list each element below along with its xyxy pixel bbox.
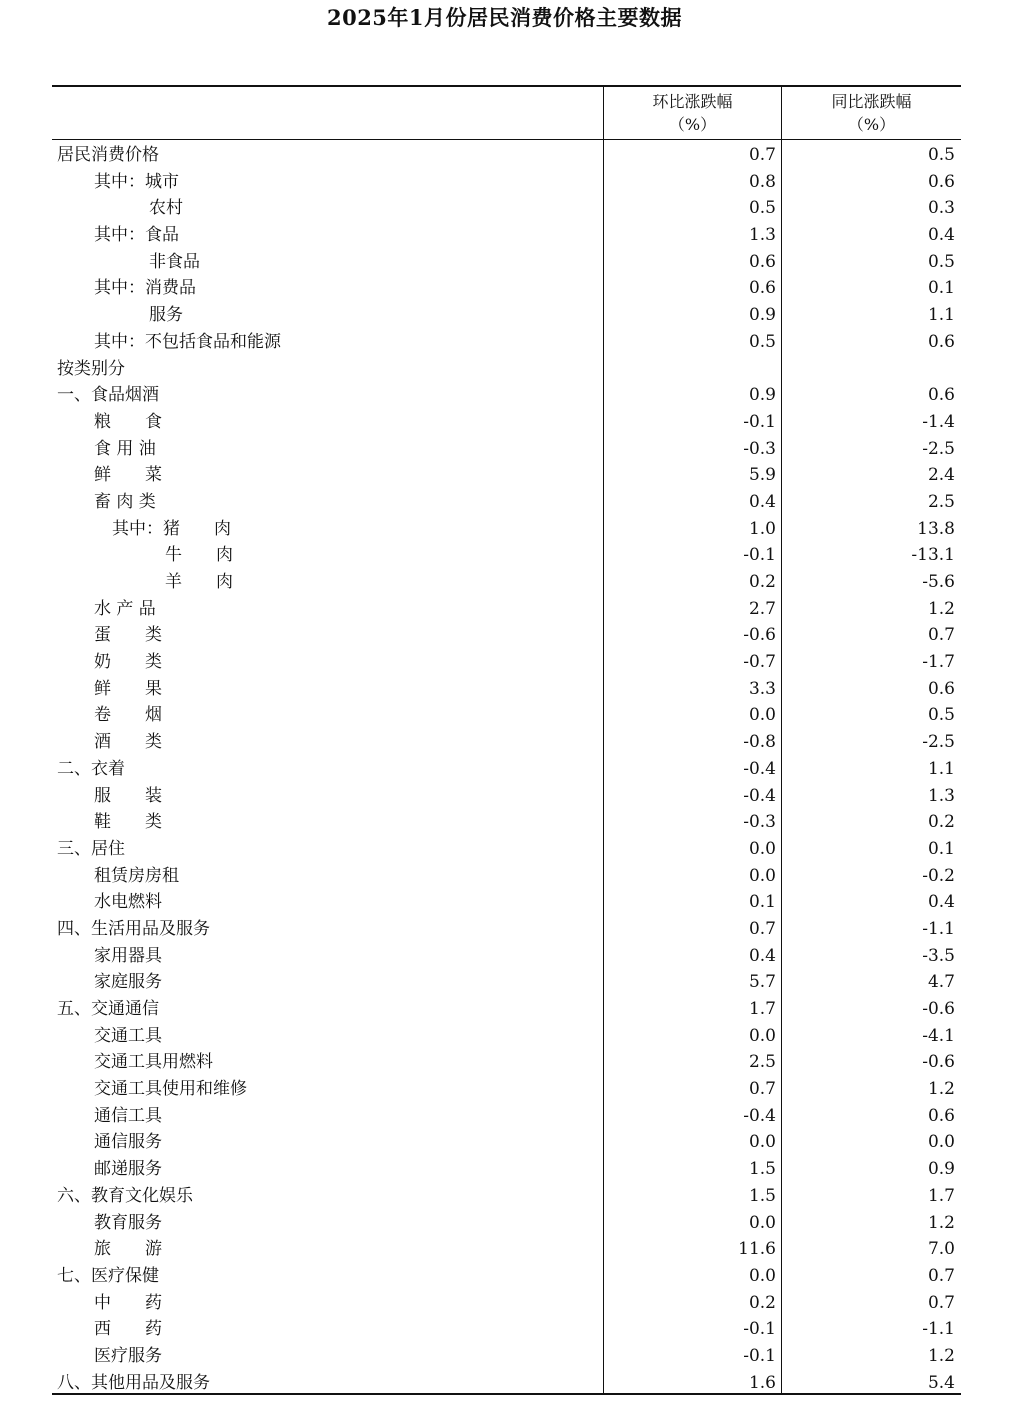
table-row — [52, 1316, 961, 1343]
year-on-year-value: -0.2 — [922, 865, 955, 886]
month-on-month-value: 0.7 — [748, 918, 776, 939]
month-on-month-value: 0.7 — [748, 145, 776, 165]
row-label: 奶 类 — [94, 652, 162, 673]
table-row — [52, 356, 961, 383]
table-row — [52, 222, 961, 249]
row-label: 鞋 类 — [94, 812, 162, 833]
month-on-month-value: 0.0 — [748, 1212, 776, 1233]
row-label: 交通工具使用和维修 — [94, 1079, 247, 1100]
table-row — [52, 382, 961, 409]
year-on-year-value: -4.1 — [922, 1025, 955, 1046]
table-row — [52, 302, 961, 329]
month-on-month-value: 1.5 — [748, 1159, 776, 1180]
month-on-month-value: -0.6 — [743, 625, 776, 646]
table-row — [52, 489, 961, 516]
table-row — [52, 783, 961, 810]
row-label: 医疗服务 — [94, 1345, 162, 1366]
row-label: 其中：食品 — [94, 225, 179, 246]
month-on-month-value: 5.7 — [748, 972, 776, 993]
table-row — [52, 863, 961, 890]
month-on-month-value: 1.6 — [748, 1372, 776, 1393]
row-label: 四、生活用品及服务 — [57, 918, 210, 939]
year-on-year-value: 1.7 — [927, 1185, 955, 1206]
header-year-on-year — [782, 87, 961, 139]
year-on-year-value: 0.1 — [927, 838, 955, 859]
header-divider — [52, 139, 961, 140]
year-on-year-value: -13.1 — [911, 545, 955, 566]
row-label: 服务 — [149, 305, 183, 326]
month-on-month-value: 0.1 — [748, 892, 776, 913]
table-row — [52, 596, 961, 623]
year-on-year-value: -5.6 — [922, 572, 955, 592]
month-on-month-value: 0.6 — [748, 251, 776, 272]
month-on-month-value: -0.4 — [743, 758, 776, 779]
year-on-year-value: 1.1 — [927, 758, 955, 779]
year-on-year-value: 0.9 — [927, 1159, 955, 1180]
month-on-month-value: -0.4 — [743, 1105, 776, 1126]
month-on-month-value: 0.9 — [748, 385, 776, 406]
year-on-year-value: 1.3 — [927, 785, 955, 806]
month-on-month-value: 0.4 — [748, 491, 776, 512]
month-on-month-value: 0.5 — [748, 198, 776, 219]
year-on-year-value: 0.7 — [927, 1292, 955, 1313]
table-row — [52, 1103, 961, 1130]
row-label: 通信工具 — [94, 1105, 162, 1126]
row-label: 鲜 果 — [94, 678, 162, 699]
row-label: 八、其他用品及服务 — [57, 1372, 210, 1393]
table-row — [52, 1076, 961, 1103]
row-label: 按类别分 — [57, 358, 125, 379]
row-label: 二、衣着 — [57, 758, 125, 779]
table-row — [52, 1156, 961, 1183]
row-label: 一、食品烟酒 — [57, 385, 159, 406]
row-label: 交通工具用燃料 — [94, 1052, 213, 1073]
row-label: 家庭服务 — [94, 972, 162, 993]
year-on-year-value: 0.3 — [927, 198, 955, 219]
year-on-year-value: 4.7 — [927, 972, 955, 993]
row-label: 水电燃料 — [94, 892, 162, 913]
year-on-year-value: 13.8 — [917, 518, 955, 539]
row-label: 羊 肉 — [165, 572, 233, 592]
month-on-month-value: -0.3 — [743, 812, 776, 833]
table-row — [52, 436, 961, 463]
month-on-month-value: 3.3 — [748, 678, 776, 699]
year-on-year-value: 7.0 — [927, 1239, 955, 1260]
table-row — [52, 1343, 961, 1370]
month-on-month-value: 0.8 — [748, 171, 776, 192]
table-row — [52, 569, 961, 596]
month-on-month-value: -0.8 — [743, 732, 776, 753]
table-row — [52, 916, 961, 943]
row-label: 非食品 — [149, 251, 200, 272]
month-on-month-value: 1.5 — [748, 1185, 776, 1206]
month-on-month-value: -0.7 — [743, 652, 776, 673]
year-on-year-value: 0.0 — [927, 1132, 955, 1153]
year-on-year-value: -0.6 — [922, 999, 955, 1019]
month-on-month-value: 0.4 — [748, 945, 776, 966]
table-row — [52, 1023, 961, 1050]
table-row — [52, 943, 961, 970]
table-row — [52, 1210, 961, 1237]
table-row — [52, 1129, 961, 1156]
row-label: 其中：不包括食品和能源 — [94, 331, 281, 352]
header-month-on-month — [604, 87, 781, 139]
row-label: 交通工具 — [94, 1025, 162, 1046]
row-label: 水 产 品 — [94, 598, 156, 619]
row-label: 六、教育文化娱乐 — [57, 1185, 193, 1206]
row-label: 居民消费价格 — [57, 145, 159, 165]
header-yoy-title: 同比涨跌幅 — [831, 92, 912, 111]
table-row — [52, 1049, 961, 1076]
year-on-year-value: 2.4 — [927, 465, 955, 486]
table-row — [52, 889, 961, 916]
year-on-year-value: -0.6 — [922, 1052, 955, 1073]
month-on-month-value: 2.5 — [748, 1052, 776, 1073]
row-label: 酒 类 — [94, 732, 162, 753]
table-row — [52, 1183, 961, 1210]
row-label: 通信服务 — [94, 1132, 162, 1153]
month-on-month-value: 0.0 — [748, 1265, 776, 1286]
table-row — [52, 195, 961, 222]
month-on-month-value: 0.0 — [748, 705, 776, 726]
month-on-month-value: 1.0 — [748, 518, 776, 539]
row-label: 中 药 — [94, 1292, 162, 1313]
month-on-month-value: 0.5 — [748, 331, 776, 352]
table-row — [52, 169, 961, 196]
table-row — [52, 836, 961, 863]
table-row — [52, 142, 961, 169]
year-on-year-value: 0.7 — [927, 625, 955, 646]
month-on-month-value: 0.9 — [748, 305, 776, 326]
header-mom-unit: （%） — [668, 115, 717, 134]
table-row — [52, 702, 961, 729]
row-label: 其中：城市 — [94, 171, 179, 192]
row-label: 粮 食 — [94, 411, 162, 432]
row-label: 家用器具 — [94, 945, 162, 966]
month-on-month-value: 0.0 — [748, 1132, 776, 1153]
month-on-month-value: 0.6 — [748, 278, 776, 299]
row-label: 鲜 菜 — [94, 465, 162, 486]
year-on-year-value: 0.4 — [927, 225, 955, 246]
row-label: 畜 肉 类 — [94, 491, 156, 512]
table-row — [52, 409, 961, 436]
row-label: 其中：猪 肉 — [112, 518, 231, 539]
year-on-year-value: 2.5 — [927, 491, 955, 512]
month-on-month-value: 5.9 — [748, 465, 776, 486]
month-on-month-value: -0.3 — [743, 438, 776, 459]
table-row — [52, 676, 961, 703]
table-row — [52, 809, 961, 836]
table-row — [52, 275, 961, 302]
row-label: 牛 肉 — [165, 545, 233, 566]
year-on-year-value: -2.5 — [922, 732, 955, 753]
year-on-year-value: 0.6 — [927, 1105, 955, 1126]
year-on-year-value: 0.1 — [927, 278, 955, 299]
month-on-month-value: 0.2 — [748, 1292, 776, 1313]
table-row — [52, 1370, 961, 1397]
year-on-year-value: 5.4 — [927, 1372, 955, 1393]
year-on-year-value: 1.2 — [927, 1212, 955, 1233]
month-on-month-value: 2.7 — [748, 598, 776, 619]
cpi-table — [52, 85, 961, 1395]
month-on-month-value: -0.1 — [743, 1345, 776, 1366]
row-label: 租赁房房租 — [94, 865, 179, 886]
year-on-year-value: 0.6 — [927, 385, 955, 406]
table-row — [52, 756, 961, 783]
row-label: 食 用 油 — [94, 438, 156, 459]
table-row — [52, 969, 961, 996]
table-row — [52, 729, 961, 756]
year-on-year-value: -1.1 — [922, 1319, 955, 1340]
year-on-year-value: -1.7 — [922, 652, 955, 673]
table-row — [52, 1290, 961, 1317]
year-on-year-value: 1.2 — [927, 598, 955, 619]
year-on-year-value: 0.6 — [927, 678, 955, 699]
row-label: 卷 烟 — [94, 705, 162, 726]
year-on-year-value: 0.5 — [927, 145, 955, 165]
year-on-year-value: 1.2 — [927, 1345, 955, 1366]
header-yoy-unit: （%） — [847, 115, 896, 134]
month-on-month-value: 0.7 — [748, 1079, 776, 1100]
month-on-month-value: 0.0 — [748, 1025, 776, 1046]
table-row — [52, 1236, 961, 1263]
month-on-month-value: 0.0 — [748, 865, 776, 886]
year-on-year-value: 0.5 — [927, 705, 955, 726]
year-on-year-value: 0.5 — [927, 251, 955, 272]
year-on-year-value: 0.6 — [927, 331, 955, 352]
row-label: 其中：消费品 — [94, 278, 196, 299]
row-label: 三、居住 — [57, 838, 125, 859]
table-row — [52, 329, 961, 356]
year-on-year-value: 0.6 — [927, 171, 955, 192]
month-on-month-value: -0.1 — [743, 545, 776, 566]
month-on-month-value: 0.2 — [748, 572, 776, 592]
table-row — [52, 622, 961, 649]
year-on-year-value: 1.1 — [927, 305, 955, 326]
table-row — [52, 649, 961, 676]
row-label: 教育服务 — [94, 1212, 162, 1233]
month-on-month-value: 11.6 — [738, 1239, 776, 1260]
year-on-year-value: 0.7 — [927, 1265, 955, 1286]
row-label: 蛋 类 — [94, 625, 162, 646]
month-on-month-value: 1.7 — [748, 999, 776, 1019]
month-on-month-value: 0.0 — [748, 838, 776, 859]
row-label: 旅 游 — [94, 1239, 162, 1260]
row-label: 农村 — [149, 198, 183, 219]
table-row — [52, 1263, 961, 1290]
year-on-year-value: 0.2 — [927, 812, 955, 833]
table-body — [52, 142, 961, 1396]
row-label: 邮递服务 — [94, 1159, 162, 1180]
month-on-month-value: -0.4 — [743, 785, 776, 806]
table-row — [52, 516, 961, 543]
year-on-year-value: -1.4 — [922, 411, 955, 432]
table-row — [52, 462, 961, 489]
year-on-year-value: 0.4 — [927, 892, 955, 913]
page-title: 2025年1月份居民消费价格主要数据 — [326, 5, 683, 30]
row-label: 五、交通通信 — [57, 999, 159, 1019]
header-mom-title: 环比涨跌幅 — [652, 92, 733, 111]
year-on-year-value: -2.5 — [922, 438, 955, 459]
year-on-year-value: -1.1 — [922, 918, 955, 939]
row-label: 七、医疗保健 — [57, 1265, 159, 1286]
table-row — [52, 249, 961, 276]
year-on-year-value: -3.5 — [922, 945, 955, 966]
row-label: 西 药 — [94, 1319, 162, 1340]
month-on-month-value: 1.3 — [748, 225, 776, 246]
month-on-month-value: -0.1 — [743, 1319, 776, 1340]
table-row — [52, 542, 961, 569]
year-on-year-value: 1.2 — [927, 1079, 955, 1100]
table-row — [52, 996, 961, 1023]
row-label: 服 装 — [94, 785, 162, 806]
month-on-month-value: -0.1 — [743, 411, 776, 432]
